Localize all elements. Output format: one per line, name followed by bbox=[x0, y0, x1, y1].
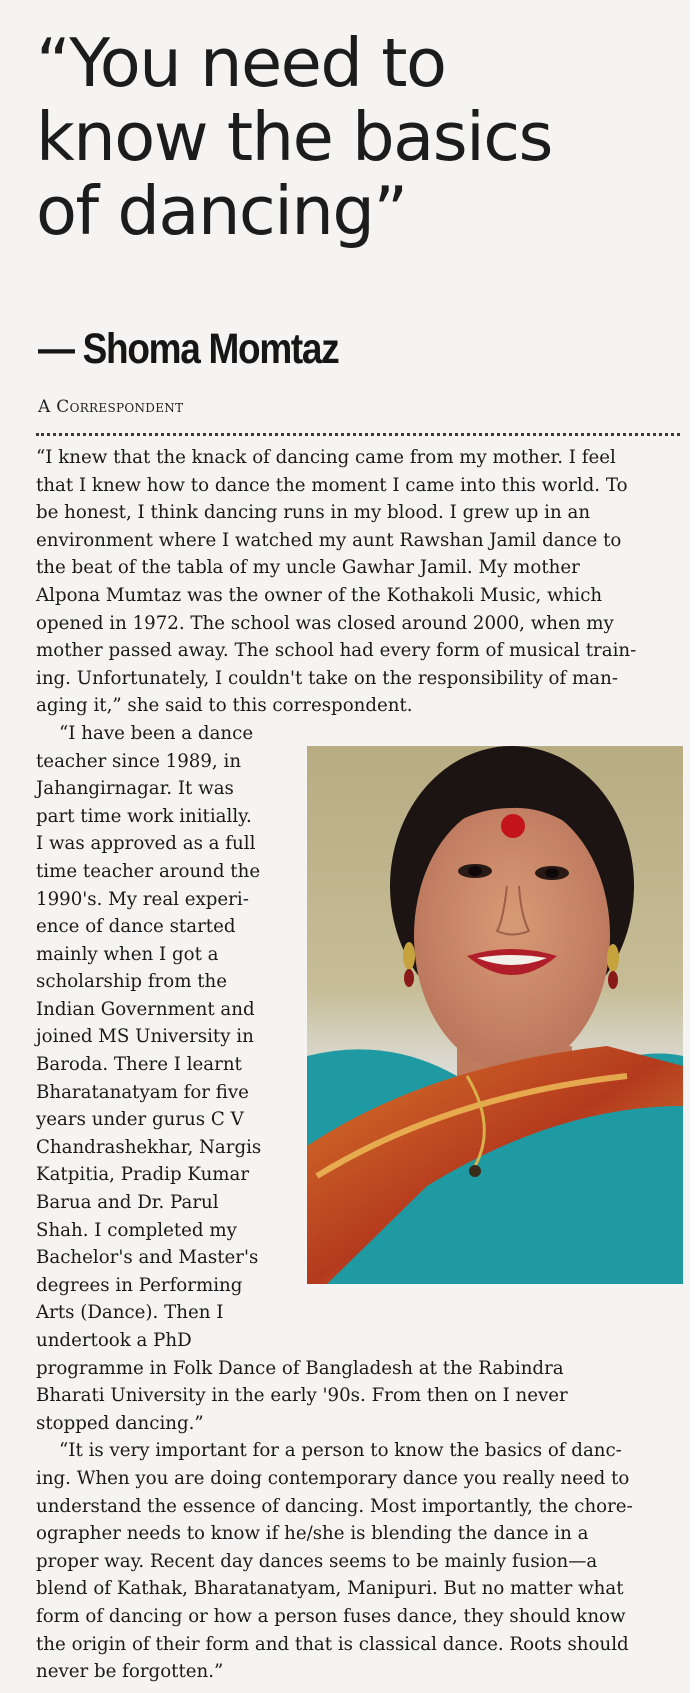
text-line: Katpitia, Pradip Kumar bbox=[36, 1164, 250, 1186]
headline-line: of dancing” bbox=[36, 172, 407, 250]
text-line: Bharati University in the early '90s. From then on I never bbox=[36, 1385, 568, 1407]
text-line: “It is very important for a person to know the basics of danc- bbox=[59, 1440, 622, 1462]
text-line: “I knew that the knack of dancing came from my mother. I feel bbox=[36, 447, 616, 468]
text-line: Arts (Dance). Then I bbox=[36, 1302, 224, 1324]
text-line: never be forgotten.” bbox=[36, 1661, 224, 1683]
text-line: ing. When you are doing contemporary dance you really need to bbox=[36, 1467, 630, 1489]
text-line: aging it,” she said to this correspondent. bbox=[36, 695, 413, 717]
text-line: I was approved as a full bbox=[36, 833, 256, 855]
paragraph bbox=[36, 720, 683, 1437]
text-line: Bachelor's and Master's bbox=[36, 1247, 259, 1269]
text-line: mainly when I got a bbox=[36, 943, 219, 965]
text-line: be honest, I think dancing runs in my blood. I grew up in an bbox=[36, 502, 591, 524]
text-line: Jahangirnagar. It was bbox=[36, 778, 234, 800]
text-line: scholarship from the bbox=[36, 971, 228, 993]
text-line: “I have been a dance bbox=[59, 722, 254, 744]
text-line: stopped dancing.” bbox=[36, 1412, 204, 1434]
text-line: programme in Folk Dance of Bangladesh at the Rabindra bbox=[36, 1357, 564, 1379]
paragraph bbox=[36, 444, 683, 720]
text-line: part time work initially. bbox=[36, 805, 252, 827]
text-line: time teacher around the bbox=[36, 860, 261, 882]
headline-line: know the basics bbox=[36, 98, 552, 176]
correspondent-credit: A Correspondent bbox=[38, 397, 184, 417]
text-line: Barua and Dr. Parul bbox=[36, 1192, 219, 1214]
text-line: teacher since 1989, in bbox=[36, 750, 242, 772]
text-line: years under gurus C V bbox=[36, 1109, 244, 1131]
text-line: the origin of their form and that is classical dance. Roots should bbox=[36, 1633, 629, 1655]
text-line: ing. Unfortunately, I couldn't take on the responsibility of man- bbox=[36, 667, 618, 689]
text-line: that I knew how to dance the moment I came into this world. To bbox=[36, 474, 628, 496]
text-line: form of dancing or how a person fuses dance, they should know bbox=[36, 1605, 626, 1627]
text-line: degrees in Performing bbox=[36, 1274, 243, 1296]
text-line: opened in 1972. The school was closed around 2000, when my bbox=[36, 612, 614, 634]
text-line: Shah. I completed my bbox=[36, 1219, 237, 1241]
text-line: ence of dance started bbox=[36, 916, 236, 938]
text-line: proper way. Recent day dances seems to be mainly fusion—a bbox=[36, 1550, 598, 1572]
article-body bbox=[36, 444, 683, 1686]
text-line: 1990's. My real experi- bbox=[36, 888, 249, 910]
text-line: ographer needs to know if he/she is blending the dance in a bbox=[36, 1523, 589, 1545]
text-line: environment where I watched my aunt Rawshan Jamil dance to bbox=[36, 529, 622, 551]
dotted-divider bbox=[36, 433, 680, 436]
headline-line: “You need to bbox=[36, 24, 446, 102]
text-line: undertook a PhD bbox=[36, 1330, 192, 1351]
text-line: understand the essence of dancing. Most importantly, the chore- bbox=[36, 1495, 633, 1517]
text-line: blend of Kathak, Bharatanatyam, Manipuri. But no matter what bbox=[36, 1578, 624, 1600]
byline: — Shoma Momtaz bbox=[38, 325, 339, 373]
text-line: the beat of the tabla of my uncle Gawhar Jamil. My mother bbox=[36, 557, 580, 579]
headline bbox=[36, 26, 676, 248]
text-line: Alpona Mumtaz was the owner of the Kothakoli Music, which bbox=[36, 584, 603, 606]
text-line: joined MS University in bbox=[36, 1026, 254, 1048]
text-line: Chandrashekhar, Nargis bbox=[36, 1136, 262, 1158]
text-line: Baroda. There I learnt bbox=[36, 1054, 242, 1076]
text-line: Bharatanatyam for five bbox=[36, 1081, 249, 1103]
text-line: Indian Government and bbox=[36, 998, 255, 1020]
paragraph bbox=[36, 1437, 683, 1685]
text-line: mother passed away. The school had every form of musical train- bbox=[36, 640, 637, 662]
